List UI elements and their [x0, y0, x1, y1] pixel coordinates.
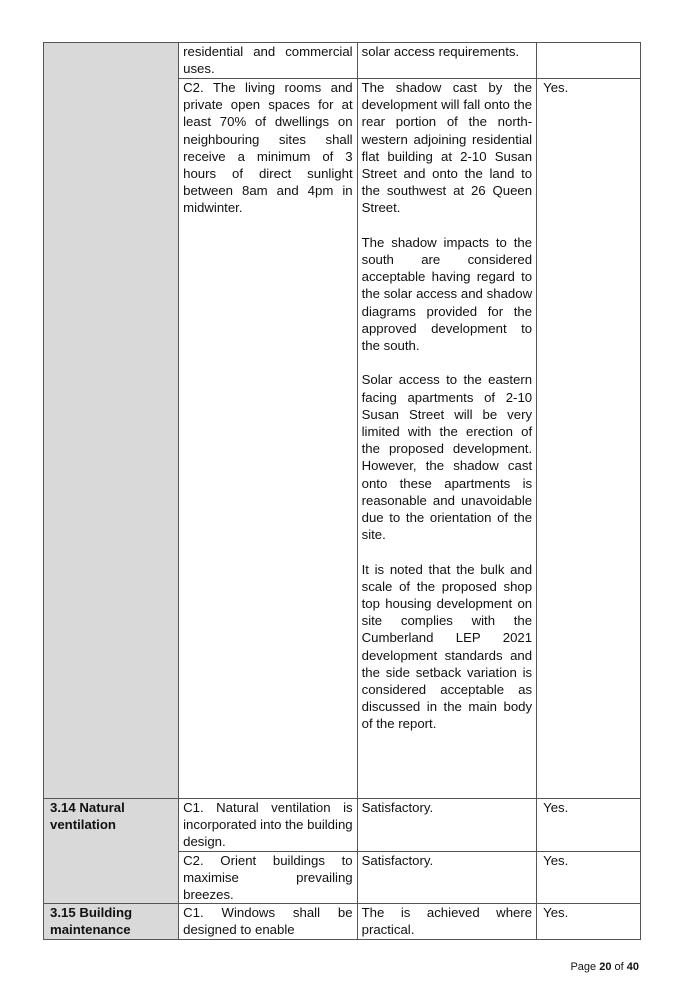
table-row — [44, 904, 641, 939]
comment-text: The is achieved where practical. — [361, 905, 533, 938]
page-current: 20 — [599, 961, 612, 973]
page-number — [570, 961, 639, 973]
assessment-table — [43, 42, 641, 940]
requirement-cell — [179, 799, 357, 852]
requirement-cell — [179, 43, 357, 79]
table-row — [44, 799, 641, 852]
requirement-text: C2. Orient buildings to maximise prevailing breezes. — [183, 852, 353, 903]
comment-cell — [357, 43, 537, 79]
comment-text: solar access requirements. — [361, 44, 520, 59]
comment-paragraph: Solar access to the eastern facing apartments of 2-10 Susan Street will be very limited with the erection of the proposed development. However, the shadow cast onto these apartments is reasonable and unavoidable due to the orientation of the site. — [361, 372, 533, 543]
comment-cell — [357, 799, 537, 852]
comment-paragraph: The shadow cast by the development will fall onto the rear portion of the north-western adjoining residential flat building at 2-10 Susan Street and onto the land to the southwest at 26 Queen Street. — [361, 80, 533, 216]
section-cell — [44, 799, 179, 904]
compliance-cell — [537, 904, 641, 939]
requirement-text: C1. Windows shall be designed to enable — [183, 905, 353, 938]
compliance-text: Yes. — [543, 800, 569, 815]
requirement-cell — [179, 79, 357, 799]
compliance-cell — [537, 43, 641, 79]
comment-paragraph: The shadow impacts to the south are considered acceptable having regard to the solar access and shadow diagrams provided for the approved development to the south. — [361, 234, 533, 354]
compliance-text: Yes. — [543, 905, 569, 921]
requirement-text: residential and commercial uses. — [183, 44, 353, 77]
section-heading: 3.15 Building maintenance — [50, 905, 133, 938]
table-row — [44, 43, 641, 79]
page-prefix: Page — [570, 961, 600, 973]
comment-text: Satisfactory. — [361, 852, 434, 868]
comment-cell — [357, 851, 537, 904]
page-total: 40 — [626, 961, 639, 973]
compliance-text: Yes. — [543, 852, 569, 868]
page-middle: of — [611, 961, 627, 973]
compliance-cell — [537, 851, 641, 904]
compliance-text: Yes. — [543, 80, 569, 95]
requirement-text: C1. Natural ventilation is incorporated into the building design. — [183, 800, 353, 850]
requirement-cell — [179, 851, 357, 904]
compliance-cell — [537, 79, 641, 799]
comment-cell — [357, 79, 537, 799]
comment-text: Satisfactory. — [361, 800, 434, 815]
comment-paragraph: It is noted that the bulk and scale of the proposed shop top housing development on site complies with the Cumberland LEP 2021 development standards and the side setback variation is considered acceptable as discussed in the main body of the report. — [361, 561, 533, 732]
requirement-text: C2. The living rooms and private open spaces for at least 70% of dwellings on neighbouring sites shall receive a minimum of 3 hours of direct sunlight between 8am and 4pm in midwinter. — [183, 80, 353, 216]
section-cell — [44, 904, 179, 939]
requirement-cell — [179, 904, 357, 939]
section-cell — [44, 43, 179, 799]
section-heading: 3.14 Natural ventilation — [50, 800, 125, 833]
compliance-cell — [537, 799, 641, 852]
comment-cell — [357, 904, 537, 939]
